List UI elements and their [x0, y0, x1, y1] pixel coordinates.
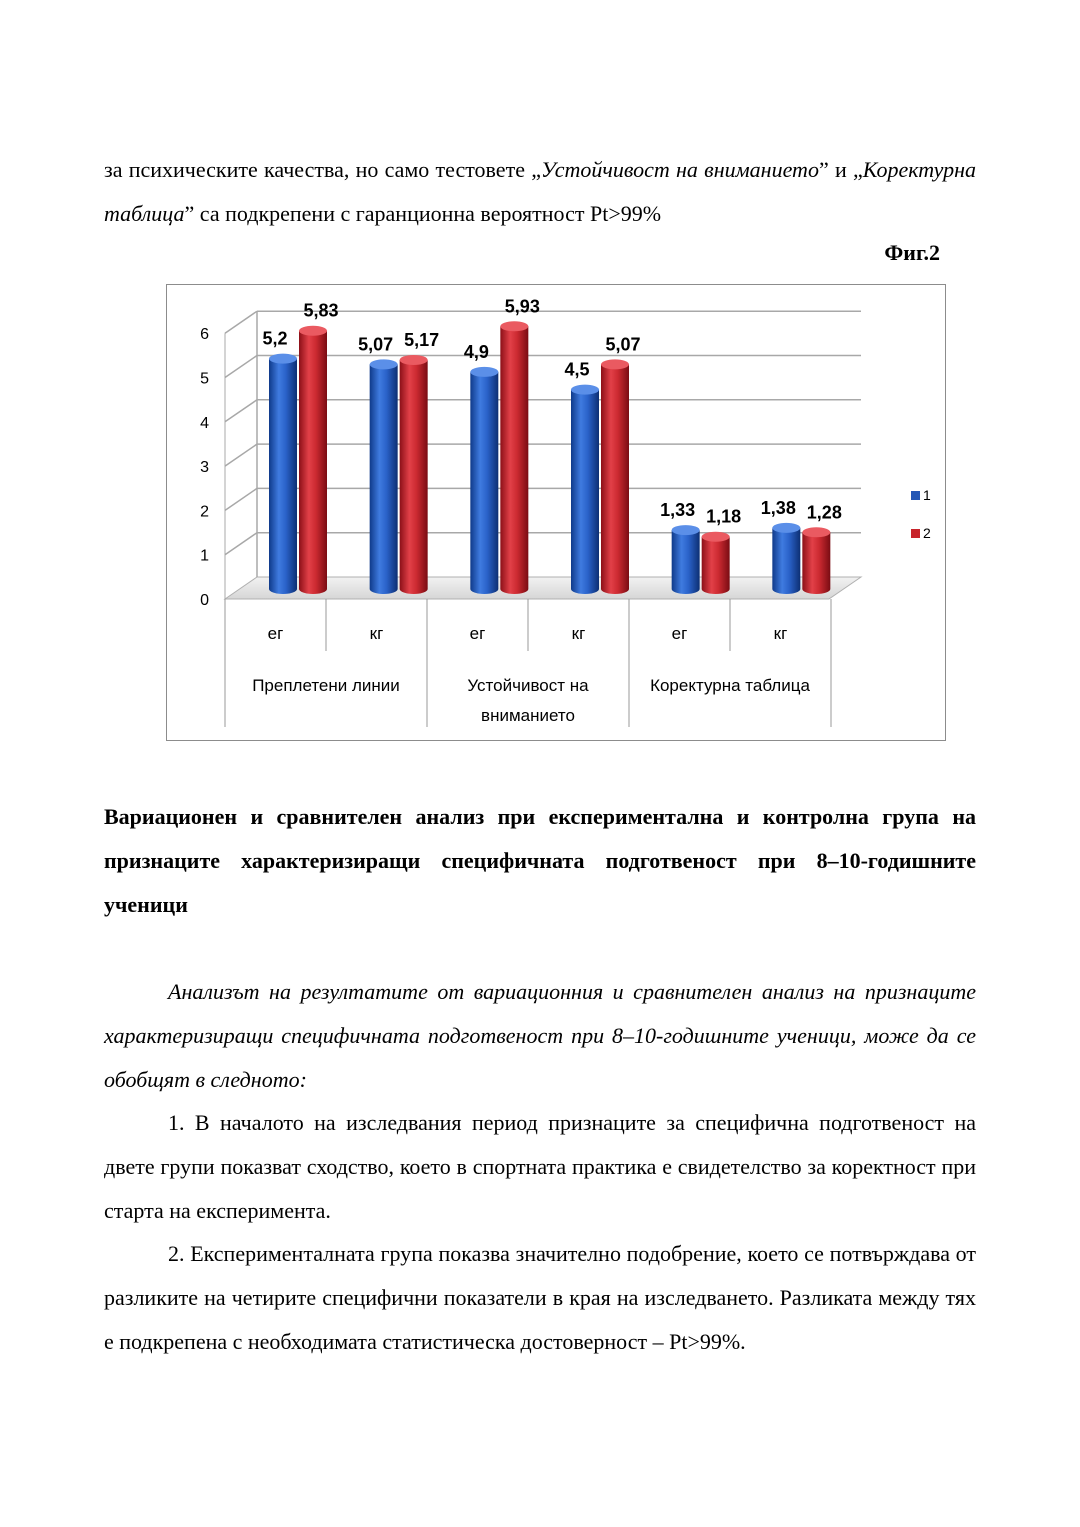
bars — [269, 321, 830, 594]
gridline-side — [225, 488, 257, 510]
bar-chart — [167, 285, 947, 742]
bar-top — [500, 321, 528, 331]
bar — [601, 359, 629, 594]
x-group-label: Преплетени линии — [252, 676, 400, 695]
data-label: 5,83 — [303, 300, 339, 321]
bar — [370, 359, 398, 594]
x-group-label: Устойчивост на — [467, 676, 589, 695]
bar-body — [370, 364, 398, 594]
bar-top — [400, 355, 428, 365]
bar-body — [269, 359, 297, 594]
bar-body — [500, 326, 528, 594]
list-item-1: 1. В началото на изследвания период признаците за специфична подготвеност на двете групи показват сходство, което в спортната практика е свидетелство за коректност при старта на експеримента. — [104, 1110, 976, 1223]
data-label: 4,5 — [564, 359, 590, 380]
x-tick-label: кг — [369, 624, 384, 643]
legend-swatch — [911, 529, 920, 538]
bar-top — [299, 326, 327, 336]
bar-top — [802, 527, 830, 537]
bar-top — [269, 354, 297, 364]
intro-paragraph: Анализът на резултатите от вариационния и сравнителен анализ на признаците характеризиращи специфичната подготвеност при 8–10-годишните ученици, може да се обобщят в следното: — [104, 979, 976, 1092]
y-tick-label: 4 — [200, 414, 209, 432]
x-tick-label: кг — [571, 624, 586, 643]
data-label: 5,2 — [262, 328, 288, 349]
x-group-label: Коректурна таблица — [650, 676, 810, 695]
x-tick-label: ег — [671, 624, 688, 643]
y-tick-label: 0 — [200, 592, 209, 609]
bar-top — [601, 359, 629, 369]
bar — [500, 321, 528, 594]
legend-label: 1 — [923, 487, 931, 503]
legend-label: 2 — [923, 525, 931, 541]
bar-body — [571, 390, 599, 594]
bar — [470, 367, 498, 594]
x-tick-label: ег — [469, 624, 486, 643]
x-tick-label: ег — [267, 624, 284, 643]
data-label: 1,38 — [760, 497, 796, 518]
legend-swatch — [911, 491, 920, 500]
bar — [702, 532, 730, 594]
bar-body — [802, 532, 830, 594]
x-group-label: вниманието — [481, 706, 575, 725]
data-label: 1,33 — [660, 500, 696, 521]
gridline-side — [225, 444, 257, 466]
bar-body — [601, 364, 629, 594]
bar-body — [299, 331, 327, 594]
bar-top — [702, 532, 730, 542]
y-tick-label: 1 — [200, 547, 209, 565]
bar — [571, 385, 599, 594]
y-tick-label: 2 — [200, 503, 209, 521]
test-name-proof-table: Коректурна таблица — [104, 157, 976, 226]
gridline-side — [225, 400, 257, 422]
gridline-side — [225, 356, 257, 378]
bar-body — [672, 530, 700, 594]
bar-body — [470, 372, 498, 594]
bar-body — [400, 360, 428, 594]
chart-frame — [166, 284, 946, 741]
x-axis — [225, 599, 831, 727]
bar — [772, 523, 800, 594]
bar — [299, 326, 327, 594]
bar-top — [470, 367, 498, 377]
bar — [672, 525, 700, 594]
bar — [802, 527, 830, 594]
x-tick-label: кг — [773, 624, 788, 643]
data-label: 4,9 — [463, 341, 489, 362]
data-labels — [262, 296, 841, 526]
data-label: 1,18 — [706, 506, 742, 527]
data-label: 5,07 — [605, 334, 641, 355]
data-label: 1,28 — [806, 502, 842, 523]
y-tick-label: 6 — [200, 326, 209, 344]
top-paragraph: за психическите качества, но само тестовете „Устойчивост на вниманието” и „Коректурна таблица” са подкрепени с гаранционна вероятност Pt>99% — [104, 157, 976, 226]
section-heading: Вариационен и сравнителен анализ при експериментална и контролна група на признаците характеризиращи специфичната подготвеност при 8–10-годишните ученици — [104, 804, 976, 917]
gridline-side — [225, 533, 257, 555]
y-tick-label: 5 — [200, 370, 209, 388]
data-label: 5,17 — [404, 329, 440, 350]
list-item-2: 2. Експерименталната група показва значително подобрение, което се потвърждава от разликите на четирите специфични показатели в края на изследването. Разликата между тях е подкрепена с необходимата статистическа достоверност – Pt>99%. — [104, 1241, 976, 1354]
bar-body — [772, 528, 800, 594]
bar-top — [772, 523, 800, 533]
bar-top — [571, 385, 599, 395]
bar — [400, 355, 428, 594]
bar-top — [672, 525, 700, 535]
bar-body — [702, 537, 730, 594]
data-label: 5,93 — [504, 296, 540, 317]
test-name-attention: Устойчивост на вниманието — [540, 157, 819, 182]
data-label: 5,07 — [358, 334, 394, 355]
figure-label: Фиг.2 — [884, 240, 940, 265]
bar-top — [370, 359, 398, 369]
y-axis — [200, 326, 209, 609]
bar — [269, 354, 297, 594]
y-tick-label: 3 — [200, 459, 209, 477]
legend — [911, 487, 931, 541]
gridline-side — [225, 311, 257, 333]
